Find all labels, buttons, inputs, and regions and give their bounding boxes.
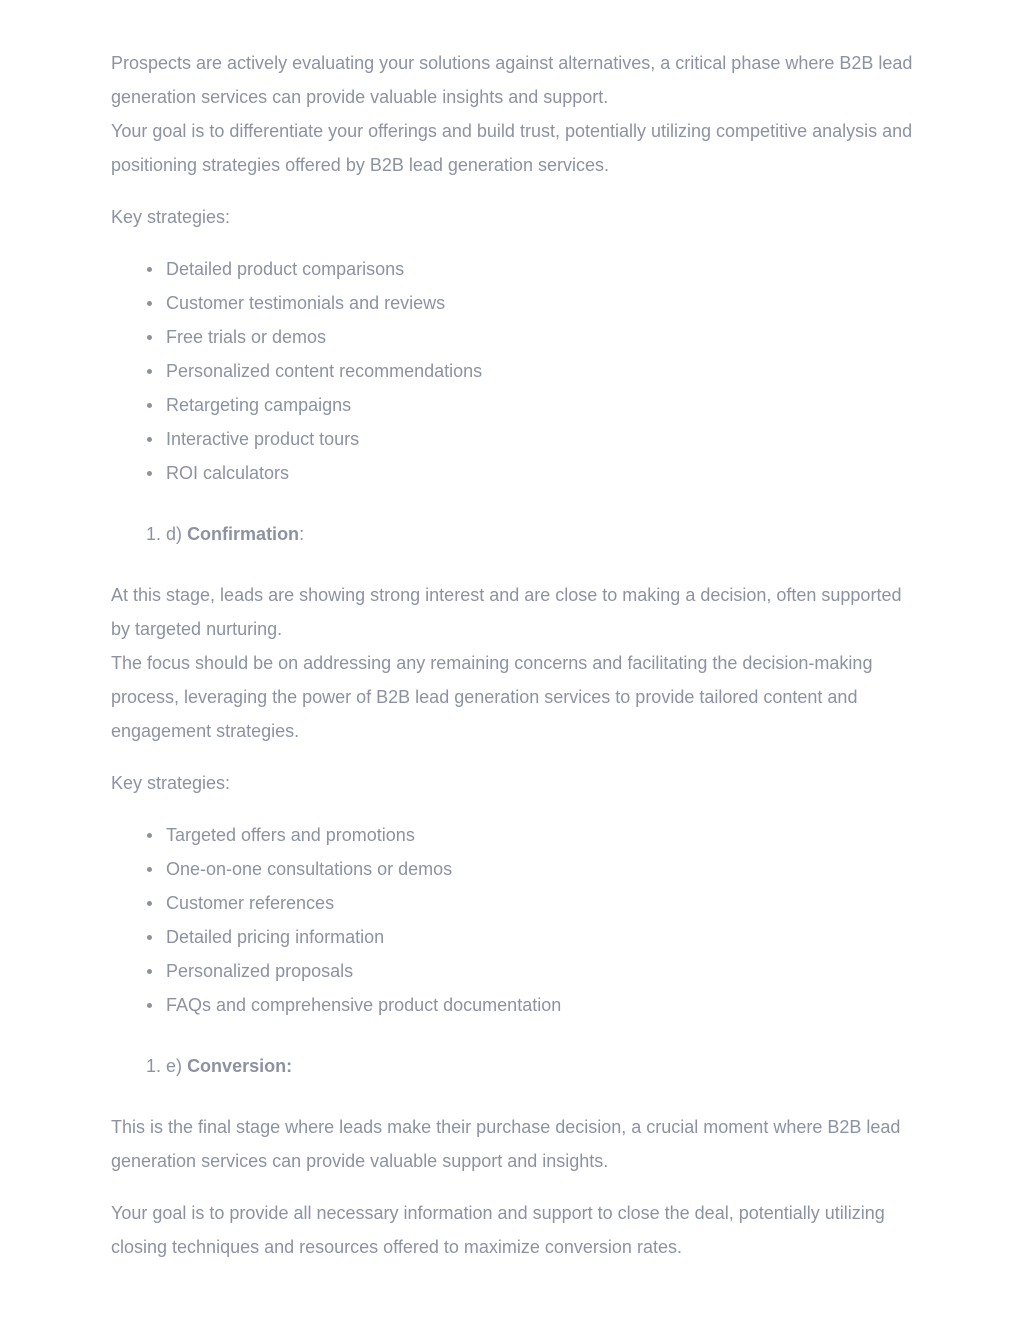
confirmation-heading — [111, 517, 921, 551]
evaluation-paragraph-2: Your goal is to differentiate your offerings and build trust, potentially utilizing competitive analysis and positioning strategies offered by B2B lead generation services. — [111, 121, 913, 175]
list-item — [111, 422, 921, 456]
confirmation-paragraph-1: At this stage, leads are showing strong interest and are close to making a decision, often supported by targeted nurturing. — [111, 585, 902, 639]
bullet-icon — [147, 403, 152, 408]
list-item-text: Retargeting campaigns — [166, 395, 352, 415]
evaluation-paragraph-1: Prospects are actively evaluating your solutions against alternatives, a critical phase where B2B lead generation services can provide valuable insights and support. — [111, 53, 913, 107]
list-item-text: Personalized proposals — [166, 961, 354, 981]
bullet-icon — [147, 369, 152, 374]
conversion-paragraph-1: This is the final stage where leads make their purchase decision, a crucial moment where B2B lead generation services can provide valuable support and insights. — [111, 1117, 901, 1171]
evaluation-strategy-list — [111, 252, 921, 490]
list-item-text: Detailed pricing information — [166, 927, 385, 947]
list-item — [111, 988, 921, 1022]
list-item — [111, 252, 921, 286]
key-strategies-label: Key strategies: — [111, 207, 231, 227]
list-item-text: Detailed product comparisons — [166, 259, 405, 279]
list-item — [111, 852, 921, 886]
list-item-text: Customer testimonials and reviews — [166, 293, 446, 313]
bullet-icon — [147, 935, 152, 940]
step-prefix: e) — [166, 1056, 183, 1076]
confirmation-strategy-list — [111, 818, 921, 1022]
list-item — [111, 818, 921, 852]
conversion-paragraph-2: Your goal is to provide all necessary information and support to close the deal, potentially utilizing closing techniques and resources offered to maximize conversion rates. — [111, 1203, 885, 1257]
bullet-icon — [147, 437, 152, 442]
bullet-icon — [147, 471, 152, 476]
bullet-icon — [147, 867, 152, 872]
list-item-text: Customer references — [166, 893, 335, 913]
list-item — [111, 320, 921, 354]
step-title: Conversion: — [187, 1056, 293, 1076]
bullet-icon — [147, 901, 152, 906]
list-item-text: ROI calculators — [166, 463, 290, 483]
bullet-icon — [147, 833, 152, 838]
list-item-text: Free trials or demos — [166, 327, 327, 347]
list-item-text: One-on-one consultations or demos — [166, 859, 453, 879]
bullet-icon — [147, 335, 152, 340]
list-item — [111, 954, 921, 988]
list-item — [111, 456, 921, 490]
list-item — [111, 286, 921, 320]
list-item — [111, 354, 921, 388]
list-item — [111, 920, 921, 954]
article-body — [111, 46, 921, 1264]
bullet-icon — [147, 267, 152, 272]
step-suffix: : — [299, 524, 305, 544]
step-number: 1. — [146, 524, 162, 544]
key-strategies-label: Key strategies: — [111, 773, 231, 793]
bullet-icon — [147, 1003, 152, 1008]
bullet-icon — [147, 969, 152, 974]
list-item-text: Interactive product tours — [166, 429, 360, 449]
step-prefix: d) — [166, 524, 183, 544]
list-item-text: Targeted offers and promotions — [166, 825, 415, 845]
step-title: Confirmation — [187, 524, 300, 544]
list-item-text: FAQs and comprehensive product documentation — [166, 995, 562, 1015]
bullet-icon — [147, 301, 152, 306]
confirmation-paragraph-2: The focus should be on addressing any remaining concerns and facilitating the decision-making process, leveraging the power of B2B lead generation services to provide tailored content and engagement strategies. — [111, 653, 873, 741]
list-item-text: Personalized content recommendations — [166, 361, 483, 381]
list-item — [111, 886, 921, 920]
conversion-heading — [111, 1049, 921, 1083]
step-number: 1. — [146, 1056, 162, 1076]
list-item — [111, 388, 921, 422]
